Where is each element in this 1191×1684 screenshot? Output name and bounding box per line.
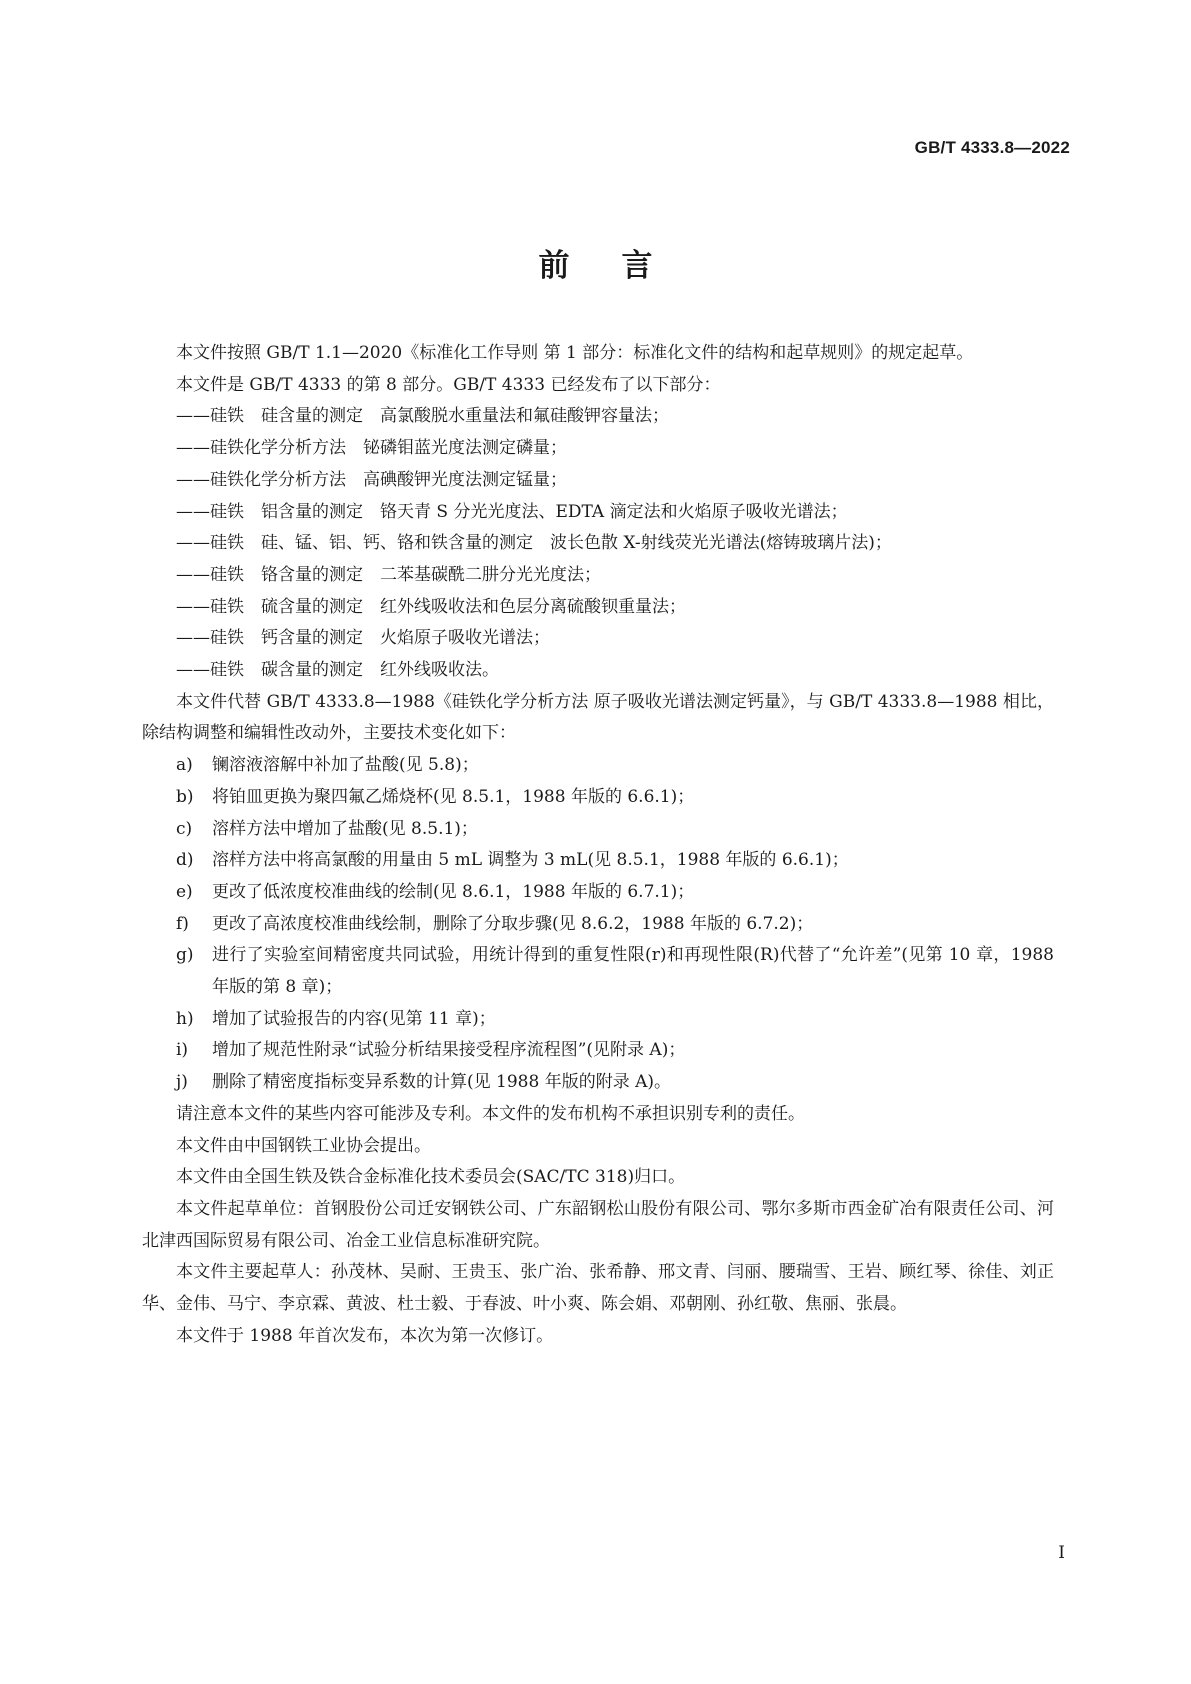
list-item: ——硅铁 铬含量的测定 二苯基碳酰二肼分光光度法； [176,564,601,585]
drafting-units: 本文件起草单位：首钢股份公司迁安钢铁公司、广东韶钢松山股份有限公司、鄂尔多斯市西金矿冶有限责任公司、河北津西国际贸易有限公司、冶金工业信息标准研究院。 [142,1198,1054,1251]
proposer-statement: 本文件由中国钢铁工业协会提出。 [176,1135,431,1156]
replacement-paragraph: 本文件代替 GB/T 4333.8—1988《硅铁化学分析方法 原子吸收光谱法测定钙量》，与 GB/T 4333.8—1988 相比，除结构调整和编辑性改动外，主要技术变化如下： [142,691,1054,744]
list-item [142,1035,1054,1067]
list-text: 溶样方法中增加了盐酸(见 8.5.1)； [212,818,478,839]
list-marker: a) [176,755,193,776]
list-item [142,814,1054,846]
list-text: 将铂皿更换为聚四氟乙烯烧杯(见 8.5.1，1988 年版的 6.6.1)； [212,786,695,807]
publication-history: 本文件于 1988 年首次发布，本次为第一次修订。 [176,1325,554,1346]
list-item: ——硅铁 钙含量的测定 火焰原子吸收光谱法； [176,628,550,649]
list-marker: i) [176,1040,189,1061]
document-code: GB/T 4333.8—2022 [914,138,1070,157]
drafters: 本文件主要起草人：孙茂林、吴耐、王贵玉、张广治、张希静、邢文青、闫丽、腰瑞雪、王岩、顾红琴、徐佳、刘正华、金伟、马宁、李京霖、黄波、杜士毅、于春波、叶小爽、陈会娟、邓朝刚、孙红敬、焦丽、张晨。 [142,1262,1054,1315]
list-marker: j) [176,1072,188,1093]
list-marker: g) [176,945,194,966]
list-item: ——硅铁 硅、锰、铝、钙、铬和铁含量的测定 波长色散 X-射线荧光光谱法(熔铸玻璃片法)； [176,533,892,554]
list-text: 镧溶液溶解中补加了盐酸(见 5.8)； [212,755,479,776]
list-item: ——硅铁 硅含量的测定 高氯酸脱水重量法和氟硅酸钾容量法； [176,406,669,427]
list-marker: c) [176,818,193,839]
list-item [142,909,1054,941]
list-item [142,750,1054,782]
list-text: 更改了高浓度校准曲线绘制，删除了分取步骤(见 8.6.2，1988 年版的 6.7.2)； [212,913,814,934]
changes-list [142,750,1054,1099]
list-text: 增加了试验报告的内容(见第 11 章)； [212,1008,496,1029]
list-marker: b) [176,786,194,807]
list-item: ——硅铁 铝含量的测定 铬天青 S 分光光度法、EDTA 滴定法和火焰原子吸收光谱法； [176,501,848,522]
list-item [142,845,1054,877]
foreword-body [142,338,1054,1353]
patent-notice: 请注意本文件的某些内容可能涉及专利。本文件的发布机构不承担识别专利的责任。 [176,1103,805,1124]
list-item [142,1067,1054,1099]
list-item: ——硅铁化学分析方法 高碘酸钾光度法测定锰量； [176,469,567,490]
intro-paragraph-2: 本文件是 GB/T 4333 的第 8 部分。GB/T 4333 已经发布了以下部分： [176,374,721,395]
page-title: 前言 [538,248,705,284]
list-item [142,1004,1054,1036]
list-marker: e) [176,881,193,902]
list-text: 删除了精密度指标变异系数的计算(见 1988 年版的附录 A)。 [212,1072,672,1093]
centralized-statement: 本文件由全国生铁及铁合金标准化技术委员会(SAC/TC 318)归口。 [176,1167,686,1188]
list-item [142,877,1054,909]
list-text: 增加了规范性附录“试验分析结果接受程序流程图”(见附录 A)； [212,1040,686,1061]
list-marker: h) [176,1008,194,1029]
list-item: ——硅铁 硫含量的测定 红外线吸收法和色层分离硫酸钡重量法； [176,596,686,617]
list-item: ——硅铁化学分析方法 铋磷钼蓝光度法测定磷量； [176,438,567,459]
list-marker: d) [176,850,194,871]
page-number: I [1058,1543,1065,1563]
list-item [142,782,1054,814]
list-marker: f) [176,913,189,934]
list-text: 更改了低浓度校准曲线的绘制(见 8.6.1，1988 年版的 6.7.1)； [212,881,695,902]
list-item: ——硅铁 碳含量的测定 红外线吸收法。 [176,660,499,681]
list-text: 进行了实验室间精密度共同试验，用统计得到的重复性限(r)和再现性限(R)代替了“允许差”(见第 10 章，1988 年版的第 8 章)； [212,945,1054,998]
parts-list [142,401,1054,686]
list-item [142,940,1054,1003]
list-text: 溶样方法中将高氯酸的用量由 5 mL 调整为 3 mL(见 8.5.1，1988 年版的 6.6.1)； [212,850,849,871]
intro-paragraph-1: 本文件按照 GB/T 1.1—2020《标准化工作导则 第 1 部分：标准化文件的结构和起草规则》的规定起草。 [176,343,974,363]
